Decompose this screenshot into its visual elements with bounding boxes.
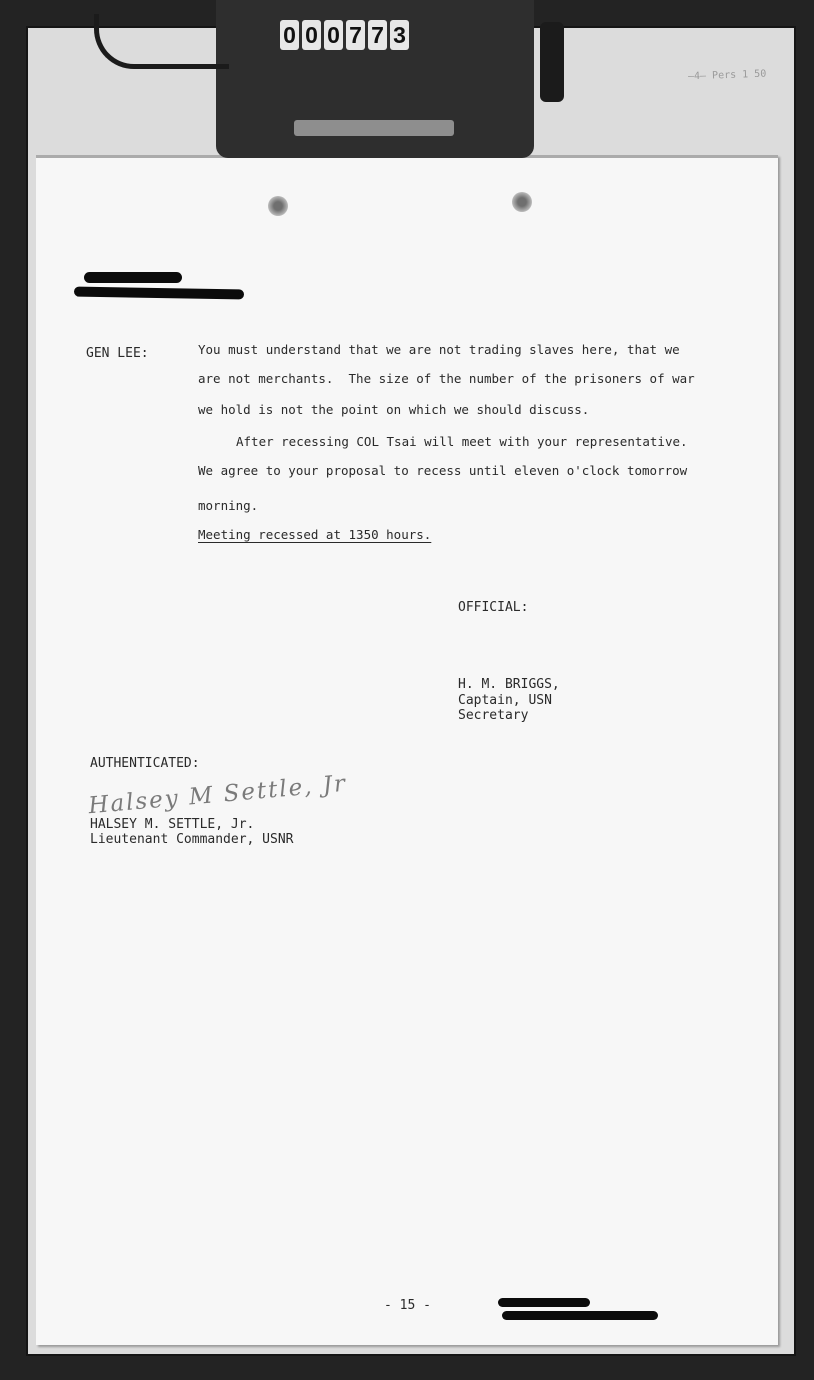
counter-digit: 0 [302, 20, 321, 50]
official-name: H. M. BRIGGS, [458, 677, 560, 692]
body-line: We agree to your proposal to recess until eleven o'clock tomorrow [198, 463, 688, 478]
body-line: are not merchants. The size of the number of the prisoners of war [198, 371, 695, 386]
authenticator-rank: Lieutenant Commander, USNR [90, 832, 294, 847]
clip-label-plate [294, 120, 454, 136]
counter-digit: 0 [324, 20, 343, 50]
official-rank: Captain, USN [458, 693, 552, 708]
page-number: - 15 - [384, 1298, 431, 1313]
official-title: Secretary [458, 708, 529, 723]
counter-digit: 7 [346, 20, 365, 50]
counter-digit: 3 [390, 20, 409, 50]
clip-knob [540, 22, 564, 102]
document-page [36, 155, 778, 1345]
counter-digit: 7 [368, 20, 387, 50]
body-line: morning. [198, 498, 259, 513]
redaction-bar [74, 287, 244, 300]
clip-cable [94, 14, 229, 69]
frame-counter [280, 20, 409, 50]
punch-hole-right [512, 192, 532, 212]
redaction-bar [498, 1298, 590, 1307]
counter-digit: 0 [280, 20, 299, 50]
punch-hole-left [268, 196, 288, 216]
authenticated-label: AUTHENTICATED: [90, 756, 200, 771]
body-line: we hold is not the point on which we should discuss. [198, 402, 590, 417]
authenticator-name: HALSEY M. SETTLE, Jr. [90, 817, 255, 832]
redaction-bar [84, 272, 182, 283]
faint-stamp: —4— Pers 1 50 [687, 68, 767, 83]
body-line: After recessing COL Tsai will meet with your representative. [236, 434, 688, 449]
redaction-bar [502, 1311, 658, 1320]
speaker-label: GEN LEE: [86, 346, 149, 361]
handwritten-signature: Halsey M Settle, Jr [87, 770, 349, 820]
official-label: OFFICIAL: [458, 600, 529, 615]
body-line: You must understand that we are not trading slaves here, that we [198, 342, 680, 357]
meeting-recessed-note: Meeting recessed at 1350 hours. [198, 527, 432, 542]
